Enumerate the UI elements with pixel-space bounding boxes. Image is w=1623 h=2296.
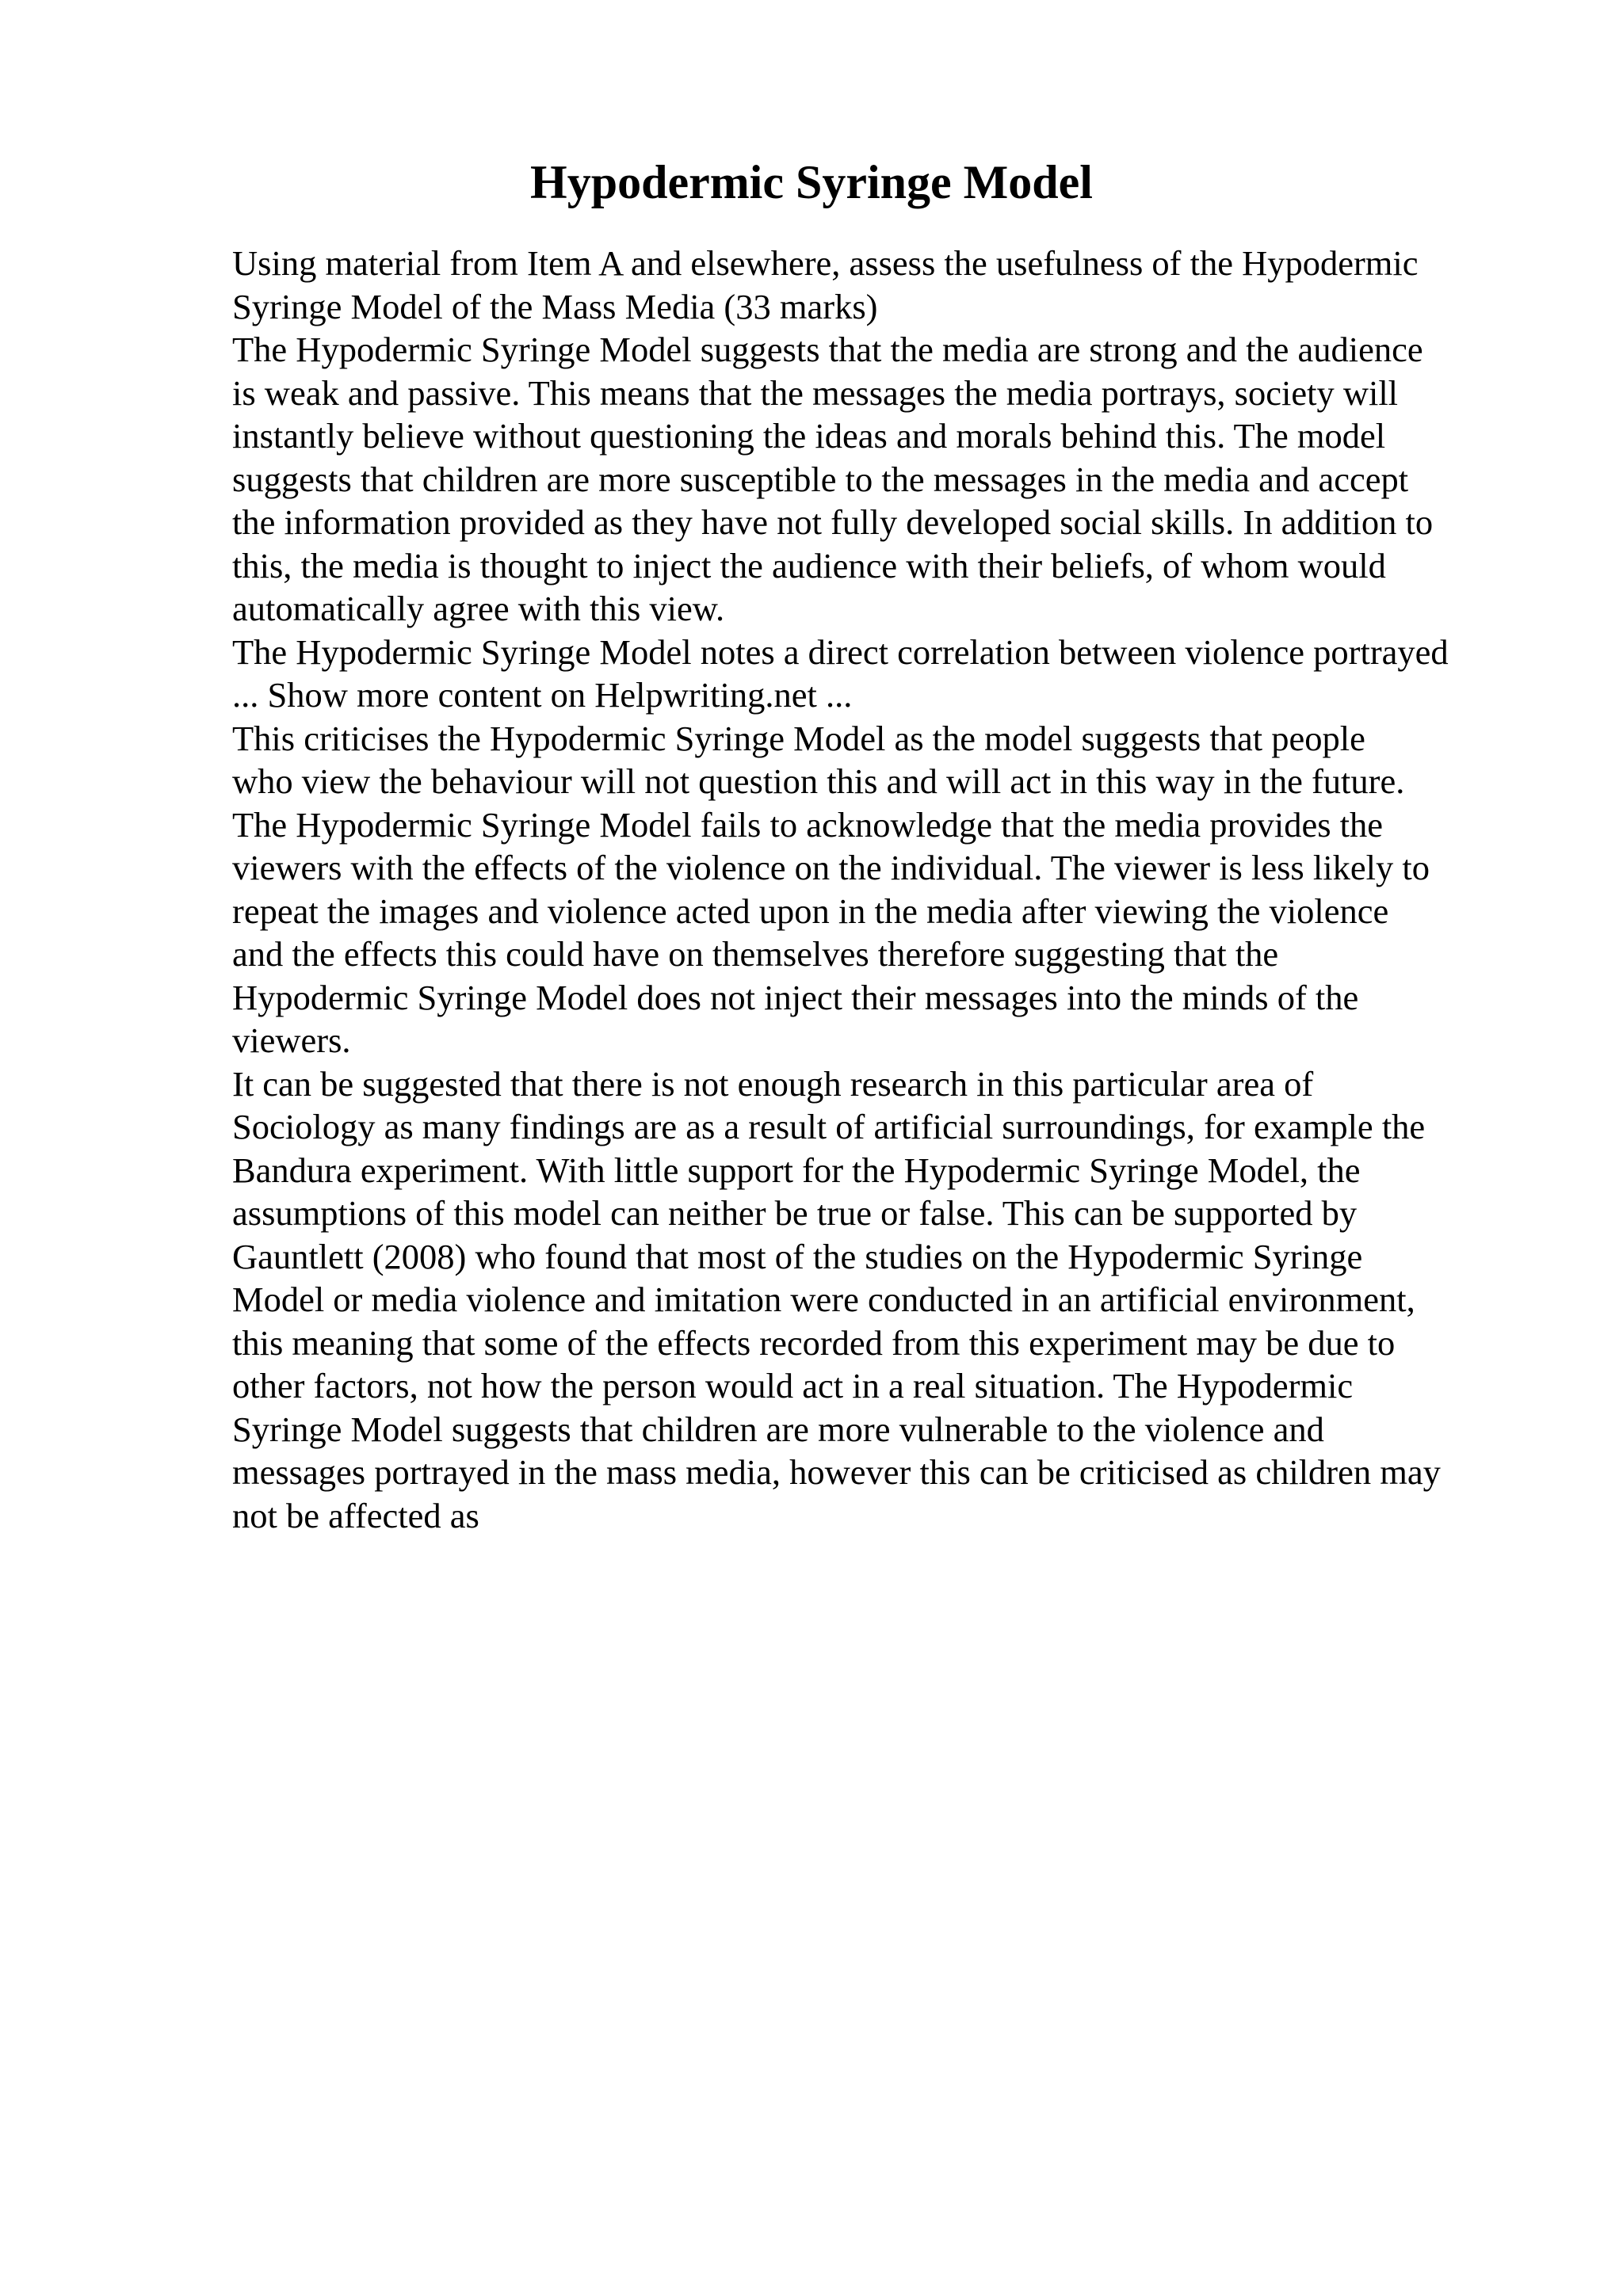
text-line: messages portrayed in the mass media, however this can be criticised as children may: [232, 1452, 1441, 1492]
text-line: It can be suggested that there is not enough research in this particular area of: [232, 1063, 1314, 1104]
text-line: The Hypodermic Syringe Model fails to acknowledge that the media provides the: [232, 804, 1384, 845]
text-line: viewers with the effects of the violence on the individual. The viewer is less likely to: [232, 848, 1430, 887]
text-line: Hypodermic Syringe Model does not inject their messages into the minds of the: [232, 977, 1359, 1017]
text-line: this, the media is thought to inject the audience with their beliefs, of whom would: [232, 545, 1386, 585]
text-line: this meaning that some of the effects recorded from this experiment may be due to: [232, 1322, 1396, 1363]
text-line: suggests that children are more susceptible to the messages in the media and accept: [232, 459, 1409, 499]
text-line: and the effects this could have on themselves therefore suggesting that the: [232, 934, 1279, 974]
text-line: Sociology as many findings are as a result of artificial surroundings, for example the: [232, 1107, 1426, 1146]
text-line: The Hypodermic Syringe Model notes a direct correlation between violence portrayed: [232, 631, 1449, 672]
text-line: This criticises the Hypodermic Syringe Model as the model suggests that people: [232, 718, 1365, 758]
text-line: instantly believe without questioning the ideas and morals behind this. The model: [232, 416, 1386, 456]
text-line: Bandura experiment. With little support for the Hypodermic Syringe Model, the: [232, 1150, 1361, 1190]
text-line: not be affected as: [232, 1495, 479, 1535]
text-line: Syringe Model suggests that children are more vulnerable to the violence and: [232, 1409, 1324, 1449]
text-line: other factors, not how the person would act in a real situation. The Hypodermic: [232, 1366, 1354, 1405]
text-line: the information provided as they have not fully developed social skills. In addition to: [232, 502, 1434, 542]
text-line: The Hypodermic Syringe Model suggests that the media are strong and the audience: [232, 330, 1423, 369]
show-more-link[interactable]: ... Show more content on Helpwriting.net ...: [232, 675, 853, 715]
text-line: Model or media violence and imitation were conducted in an artificial environment,: [232, 1280, 1415, 1319]
text-line: viewers.: [232, 1020, 351, 1060]
text-line: who view the behaviour will not question this and will act in this way in the future.: [232, 761, 1405, 801]
text-line: Gauntlett (2008) who found that most of the studies on the Hypodermic Syringe: [232, 1236, 1363, 1276]
text-line: repeat the images and violence acted upon in the media after viewing the violence: [232, 891, 1389, 931]
text-line: assumptions of this model can neither be true or false. This can be supported by: [232, 1193, 1358, 1233]
text-line: Using material from Item A and elsewhere, assess the usefulness of the Hypodermic: [232, 243, 1419, 283]
document-title: Hypodermic Syringe Model: [530, 156, 1093, 208]
text-line: Syringe Model of the Mass Media (33 marks): [232, 286, 878, 326]
text-line: automatically agree with this view.: [232, 589, 725, 628]
text-line: is weak and passive. This means that the messages the media portrays, society will: [232, 372, 1399, 413]
document-body: [232, 242, 1532, 1537]
